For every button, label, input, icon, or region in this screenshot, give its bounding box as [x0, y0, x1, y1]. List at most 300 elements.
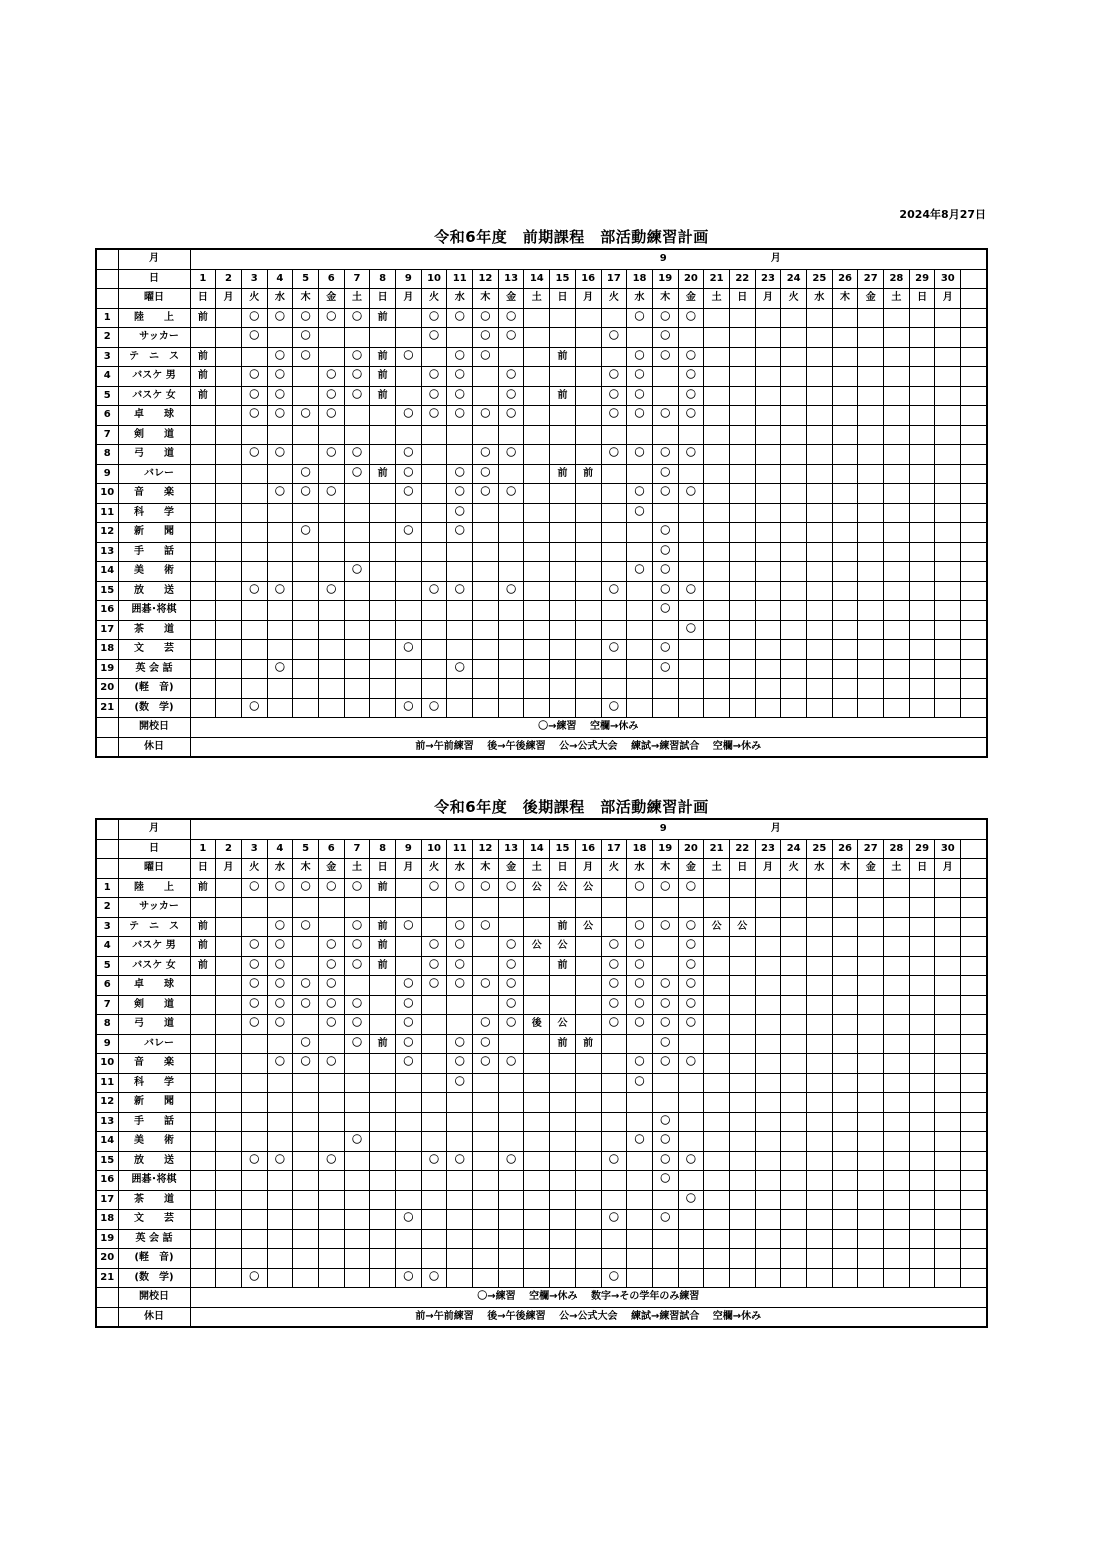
practice-mark	[370, 976, 396, 996]
spare-cell	[961, 542, 987, 562]
practice-mark	[550, 406, 576, 426]
practice-mark: 〇	[318, 484, 344, 504]
practice-mark	[241, 1112, 267, 1132]
practice-mark	[524, 1034, 550, 1054]
practice-mark	[190, 464, 216, 484]
practice-mark: 〇	[652, 1015, 678, 1035]
practice-mark: 〇	[627, 406, 653, 426]
practice-mark	[396, 659, 422, 679]
club-name: 卓 球	[118, 406, 190, 426]
practice-mark: 〇	[678, 484, 704, 504]
practice-mark	[498, 659, 524, 679]
practice-mark	[627, 1151, 653, 1171]
practice-mark: 〇	[396, 1054, 422, 1074]
practice-mark: 〇	[241, 328, 267, 348]
practice-mark	[909, 620, 935, 640]
practice-mark: 〇	[498, 878, 524, 898]
practice-mark	[807, 1171, 833, 1191]
practice-mark	[524, 917, 550, 937]
practice-mark	[421, 464, 447, 484]
practice-mark	[216, 347, 242, 367]
practice-mark	[396, 1093, 422, 1113]
practice-mark	[781, 328, 807, 348]
weekday: 日	[370, 289, 396, 309]
practice-mark	[190, 659, 216, 679]
practice-mark	[421, 659, 447, 679]
practice-mark	[781, 367, 807, 387]
practice-mark	[575, 367, 601, 387]
practice-mark	[755, 1249, 781, 1269]
practice-mark	[884, 1190, 910, 1210]
practice-mark	[318, 1132, 344, 1152]
practice-mark: 後	[524, 1015, 550, 1035]
practice-mark	[293, 640, 319, 660]
weekday: 日	[370, 859, 396, 879]
practice-mark	[704, 1132, 730, 1152]
practice-mark	[781, 976, 807, 996]
club-number: 13	[96, 1112, 118, 1132]
practice-mark	[601, 898, 627, 918]
practice-mark	[601, 601, 627, 621]
practice-mark	[421, 1015, 447, 1035]
practice-mark	[550, 1132, 576, 1152]
practice-mark	[884, 367, 910, 387]
club-number: 8	[96, 445, 118, 465]
spare-cell	[961, 367, 987, 387]
club-number: 20	[96, 679, 118, 699]
practice-mark	[781, 679, 807, 699]
club-name: テ ニ ス	[118, 347, 190, 367]
practice-mark	[318, 679, 344, 699]
practice-mark	[729, 659, 755, 679]
practice-mark: 〇	[421, 1151, 447, 1171]
practice-mark: 〇	[498, 367, 524, 387]
practice-mark: 〇	[498, 1015, 524, 1035]
practice-mark	[729, 878, 755, 898]
day-number: 23	[755, 839, 781, 859]
practice-mark	[370, 995, 396, 1015]
spare-cell	[961, 1034, 987, 1054]
practice-mark: 〇	[678, 581, 704, 601]
practice-mark: 〇	[498, 386, 524, 406]
club-name: 剣 道	[118, 995, 190, 1015]
weekday: 金	[318, 289, 344, 309]
practice-mark	[755, 1210, 781, 1230]
practice-mark	[498, 1190, 524, 1210]
practice-mark	[729, 698, 755, 718]
practice-mark: 〇	[421, 367, 447, 387]
practice-mark	[447, 1015, 473, 1035]
weekday: 金	[498, 289, 524, 309]
practice-mark	[447, 1229, 473, 1249]
practice-mark	[421, 1073, 447, 1093]
club-number: 12	[96, 523, 118, 543]
spare-cell	[961, 698, 987, 718]
practice-mark	[344, 976, 370, 996]
practice-mark	[190, 601, 216, 621]
practice-mark	[575, 698, 601, 718]
practice-mark	[755, 542, 781, 562]
practice-mark	[575, 503, 601, 523]
practice-mark	[832, 328, 858, 348]
practice-mark	[344, 1112, 370, 1132]
practice-mark	[729, 976, 755, 996]
practice-mark	[781, 1015, 807, 1035]
practice-mark	[755, 1073, 781, 1093]
practice-mark	[267, 1034, 293, 1054]
practice-mark	[498, 1093, 524, 1113]
practice-mark	[807, 995, 833, 1015]
practice-mark	[421, 1190, 447, 1210]
day-number: 18	[627, 269, 653, 289]
practice-mark	[524, 620, 550, 640]
practice-mark	[396, 503, 422, 523]
practice-mark	[755, 328, 781, 348]
practice-mark: 〇	[293, 995, 319, 1015]
practice-mark	[267, 640, 293, 660]
practice-mark: 〇	[421, 878, 447, 898]
practice-mark	[678, 562, 704, 582]
practice-mark	[858, 425, 884, 445]
club-number: 21	[96, 1268, 118, 1288]
practice-mark: 〇	[447, 956, 473, 976]
practice-mark	[473, 679, 499, 699]
practice-mark	[807, 1151, 833, 1171]
practice-mark	[396, 542, 422, 562]
practice-mark	[832, 367, 858, 387]
practice-mark	[575, 640, 601, 660]
practice-mark: 〇	[447, 878, 473, 898]
spare-cell	[961, 523, 987, 543]
practice-mark	[909, 445, 935, 465]
day-number: 28	[884, 839, 910, 859]
practice-mark	[421, 1249, 447, 1269]
practice-mark	[678, 1229, 704, 1249]
day-number: 29	[909, 269, 935, 289]
practice-mark	[575, 601, 601, 621]
club-number: 3	[96, 347, 118, 367]
practice-mark: 前	[190, 308, 216, 328]
practice-mark	[524, 1268, 550, 1288]
practice-mark	[293, 1210, 319, 1230]
club-name: テ ニ ス	[118, 917, 190, 937]
practice-mark	[216, 1229, 242, 1249]
practice-mark: 前	[550, 917, 576, 937]
weekday: 木	[293, 289, 319, 309]
practice-mark	[858, 386, 884, 406]
practice-mark	[370, 1015, 396, 1035]
practice-mark	[190, 1132, 216, 1152]
practice-mark	[935, 1132, 961, 1152]
club-row	[96, 1093, 987, 1113]
practice-mark	[216, 1112, 242, 1132]
practice-mark	[781, 1190, 807, 1210]
club-name: (数 学)	[118, 1268, 190, 1288]
practice-mark: 〇	[678, 1151, 704, 1171]
practice-mark	[935, 640, 961, 660]
practice-mark	[704, 1229, 730, 1249]
practice-mark	[396, 898, 422, 918]
club-row	[96, 659, 987, 679]
weekday: 日	[550, 289, 576, 309]
practice-mark: 〇	[267, 659, 293, 679]
practice-mark	[781, 917, 807, 937]
practice-mark	[370, 1151, 396, 1171]
practice-mark	[755, 1190, 781, 1210]
practice-mark: 〇	[241, 976, 267, 996]
practice-mark	[909, 640, 935, 660]
practice-mark	[729, 640, 755, 660]
spare-cell	[961, 839, 987, 859]
club-name: バレー	[118, 1034, 190, 1054]
practice-mark	[447, 1171, 473, 1191]
practice-mark	[293, 937, 319, 957]
practice-mark: 〇	[678, 386, 704, 406]
club-row	[96, 347, 987, 367]
spare-cell	[961, 640, 987, 660]
practice-mark	[241, 464, 267, 484]
practice-mark: 〇	[344, 1034, 370, 1054]
club-number: 6	[96, 976, 118, 996]
club-row	[96, 878, 987, 898]
practice-mark: 〇	[601, 937, 627, 957]
day-number: 18	[627, 839, 653, 859]
practice-mark: 〇	[318, 581, 344, 601]
weekday-header: 曜日	[118, 859, 190, 879]
practice-mark: 〇	[421, 937, 447, 957]
club-number: 14	[96, 562, 118, 582]
practice-mark	[447, 562, 473, 582]
practice-mark: 〇	[344, 386, 370, 406]
practice-mark	[216, 406, 242, 426]
practice-mark	[781, 1093, 807, 1113]
practice-mark	[318, 1073, 344, 1093]
practice-mark	[832, 308, 858, 328]
spare-cell	[961, 464, 987, 484]
practice-mark	[678, 1034, 704, 1054]
practice-mark: 〇	[293, 878, 319, 898]
practice-mark	[267, 542, 293, 562]
practice-mark	[832, 484, 858, 504]
row-number-cell	[96, 269, 118, 289]
practice-mark	[909, 367, 935, 387]
practice-mark	[344, 542, 370, 562]
practice-mark	[729, 1093, 755, 1113]
practice-mark	[935, 562, 961, 582]
day-number: 22	[729, 269, 755, 289]
practice-mark	[550, 1151, 576, 1171]
weekday: 水	[447, 289, 473, 309]
practice-mark: 〇	[318, 367, 344, 387]
practice-mark	[370, 581, 396, 601]
practice-mark	[498, 347, 524, 367]
practice-mark	[190, 640, 216, 660]
practice-mark	[575, 1190, 601, 1210]
club-name: サッカー	[118, 328, 190, 348]
practice-mark	[190, 562, 216, 582]
practice-mark	[344, 1151, 370, 1171]
practice-mark	[704, 523, 730, 543]
practice-mark: 〇	[241, 581, 267, 601]
practice-mark	[729, 956, 755, 976]
club-name: 囲碁･将棋	[118, 601, 190, 621]
practice-mark	[396, 562, 422, 582]
practice-mark	[627, 620, 653, 640]
practice-mark	[832, 640, 858, 660]
practice-mark	[884, 976, 910, 996]
practice-mark	[909, 464, 935, 484]
practice-mark	[858, 620, 884, 640]
practice-mark	[267, 1268, 293, 1288]
club-number: 10	[96, 1054, 118, 1074]
day-number: 12	[473, 839, 499, 859]
practice-mark	[909, 898, 935, 918]
practice-mark	[935, 542, 961, 562]
practice-mark	[884, 445, 910, 465]
practice-mark	[370, 523, 396, 543]
practice-mark	[601, 1229, 627, 1249]
practice-mark	[575, 445, 601, 465]
practice-mark	[190, 1171, 216, 1191]
practice-mark	[704, 425, 730, 445]
practice-mark	[370, 1112, 396, 1132]
practice-mark	[909, 308, 935, 328]
practice-mark	[473, 640, 499, 660]
club-number: 17	[96, 1190, 118, 1210]
practice-mark	[704, 406, 730, 426]
practice-mark	[524, 484, 550, 504]
day-number: 13	[498, 269, 524, 289]
practice-mark	[318, 1112, 344, 1132]
month-header: 月	[118, 819, 190, 839]
practice-mark	[421, 1210, 447, 1230]
practice-mark	[858, 1151, 884, 1171]
practice-mark	[421, 445, 447, 465]
practice-mark	[807, 503, 833, 523]
practice-mark	[396, 328, 422, 348]
weekday: 火	[241, 859, 267, 879]
practice-mark	[652, 1249, 678, 1269]
practice-mark	[807, 484, 833, 504]
spare-cell	[961, 289, 987, 309]
practice-mark	[524, 1151, 550, 1171]
practice-mark	[909, 1268, 935, 1288]
practice-mark	[832, 659, 858, 679]
practice-mark	[781, 1151, 807, 1171]
practice-mark: 〇	[601, 367, 627, 387]
club-row	[96, 308, 987, 328]
weekday: 金	[678, 289, 704, 309]
month-header: 月	[118, 249, 190, 269]
weekday: 月	[935, 289, 961, 309]
club-row	[96, 937, 987, 957]
practice-mark	[935, 1249, 961, 1269]
practice-mark	[601, 1171, 627, 1191]
practice-mark	[344, 1268, 370, 1288]
practice-mark	[267, 503, 293, 523]
weekday: 日	[550, 859, 576, 879]
practice-mark	[755, 503, 781, 523]
practice-mark	[473, 386, 499, 406]
weekday: 金	[858, 859, 884, 879]
practice-mark	[421, 503, 447, 523]
practice-mark	[473, 1210, 499, 1230]
practice-mark: 前	[575, 1034, 601, 1054]
practice-mark: 前	[190, 878, 216, 898]
practice-mark: 〇	[293, 523, 319, 543]
practice-mark	[832, 620, 858, 640]
practice-mark: 〇	[267, 976, 293, 996]
practice-mark	[755, 445, 781, 465]
club-row	[96, 917, 987, 937]
practice-mark: 〇	[652, 562, 678, 582]
practice-mark	[909, 542, 935, 562]
practice-mark: 〇	[652, 542, 678, 562]
practice-mark	[396, 679, 422, 699]
practice-mark	[884, 640, 910, 660]
practice-mark	[755, 937, 781, 957]
practice-mark	[832, 1054, 858, 1074]
practice-mark	[473, 1229, 499, 1249]
practice-mark: 前	[370, 937, 396, 957]
practice-mark	[396, 367, 422, 387]
practice-mark: 〇	[293, 1034, 319, 1054]
practice-mark	[807, 679, 833, 699]
practice-mark	[807, 1268, 833, 1288]
practice-mark	[370, 1054, 396, 1074]
club-name: 科 学	[118, 503, 190, 523]
practice-mark	[216, 542, 242, 562]
practice-mark	[498, 1132, 524, 1152]
practice-mark: 〇	[447, 406, 473, 426]
practice-mark: 〇	[447, 347, 473, 367]
practice-mark	[678, 1171, 704, 1191]
practice-mark: 前	[370, 347, 396, 367]
practice-mark	[909, 1171, 935, 1191]
practice-mark	[678, 1249, 704, 1269]
practice-mark	[935, 698, 961, 718]
practice-mark	[729, 1034, 755, 1054]
practice-mark	[498, 1073, 524, 1093]
practice-mark	[704, 1073, 730, 1093]
practice-mark	[575, 1151, 601, 1171]
weekday: 水	[447, 859, 473, 879]
practice-mark	[884, 503, 910, 523]
practice-mark: 〇	[344, 562, 370, 582]
club-number: 19	[96, 1229, 118, 1249]
practice-mark	[909, 659, 935, 679]
practice-mark	[370, 898, 396, 918]
practice-mark	[293, 679, 319, 699]
practice-mark	[755, 878, 781, 898]
practice-mark	[241, 1034, 267, 1054]
practice-mark	[524, 1073, 550, 1093]
practice-mark: 〇	[318, 1151, 344, 1171]
club-name: 放 送	[118, 1151, 190, 1171]
club-number: 4	[96, 367, 118, 387]
practice-mark	[318, 917, 344, 937]
practice-mark	[344, 659, 370, 679]
day-number: 26	[832, 839, 858, 859]
practice-mark	[781, 425, 807, 445]
practice-mark	[704, 445, 730, 465]
practice-mark	[344, 328, 370, 348]
day-number: 8	[370, 839, 396, 859]
practice-mark: 〇	[498, 956, 524, 976]
practice-mark	[216, 917, 242, 937]
club-number: 11	[96, 1073, 118, 1093]
practice-mark	[293, 1190, 319, 1210]
